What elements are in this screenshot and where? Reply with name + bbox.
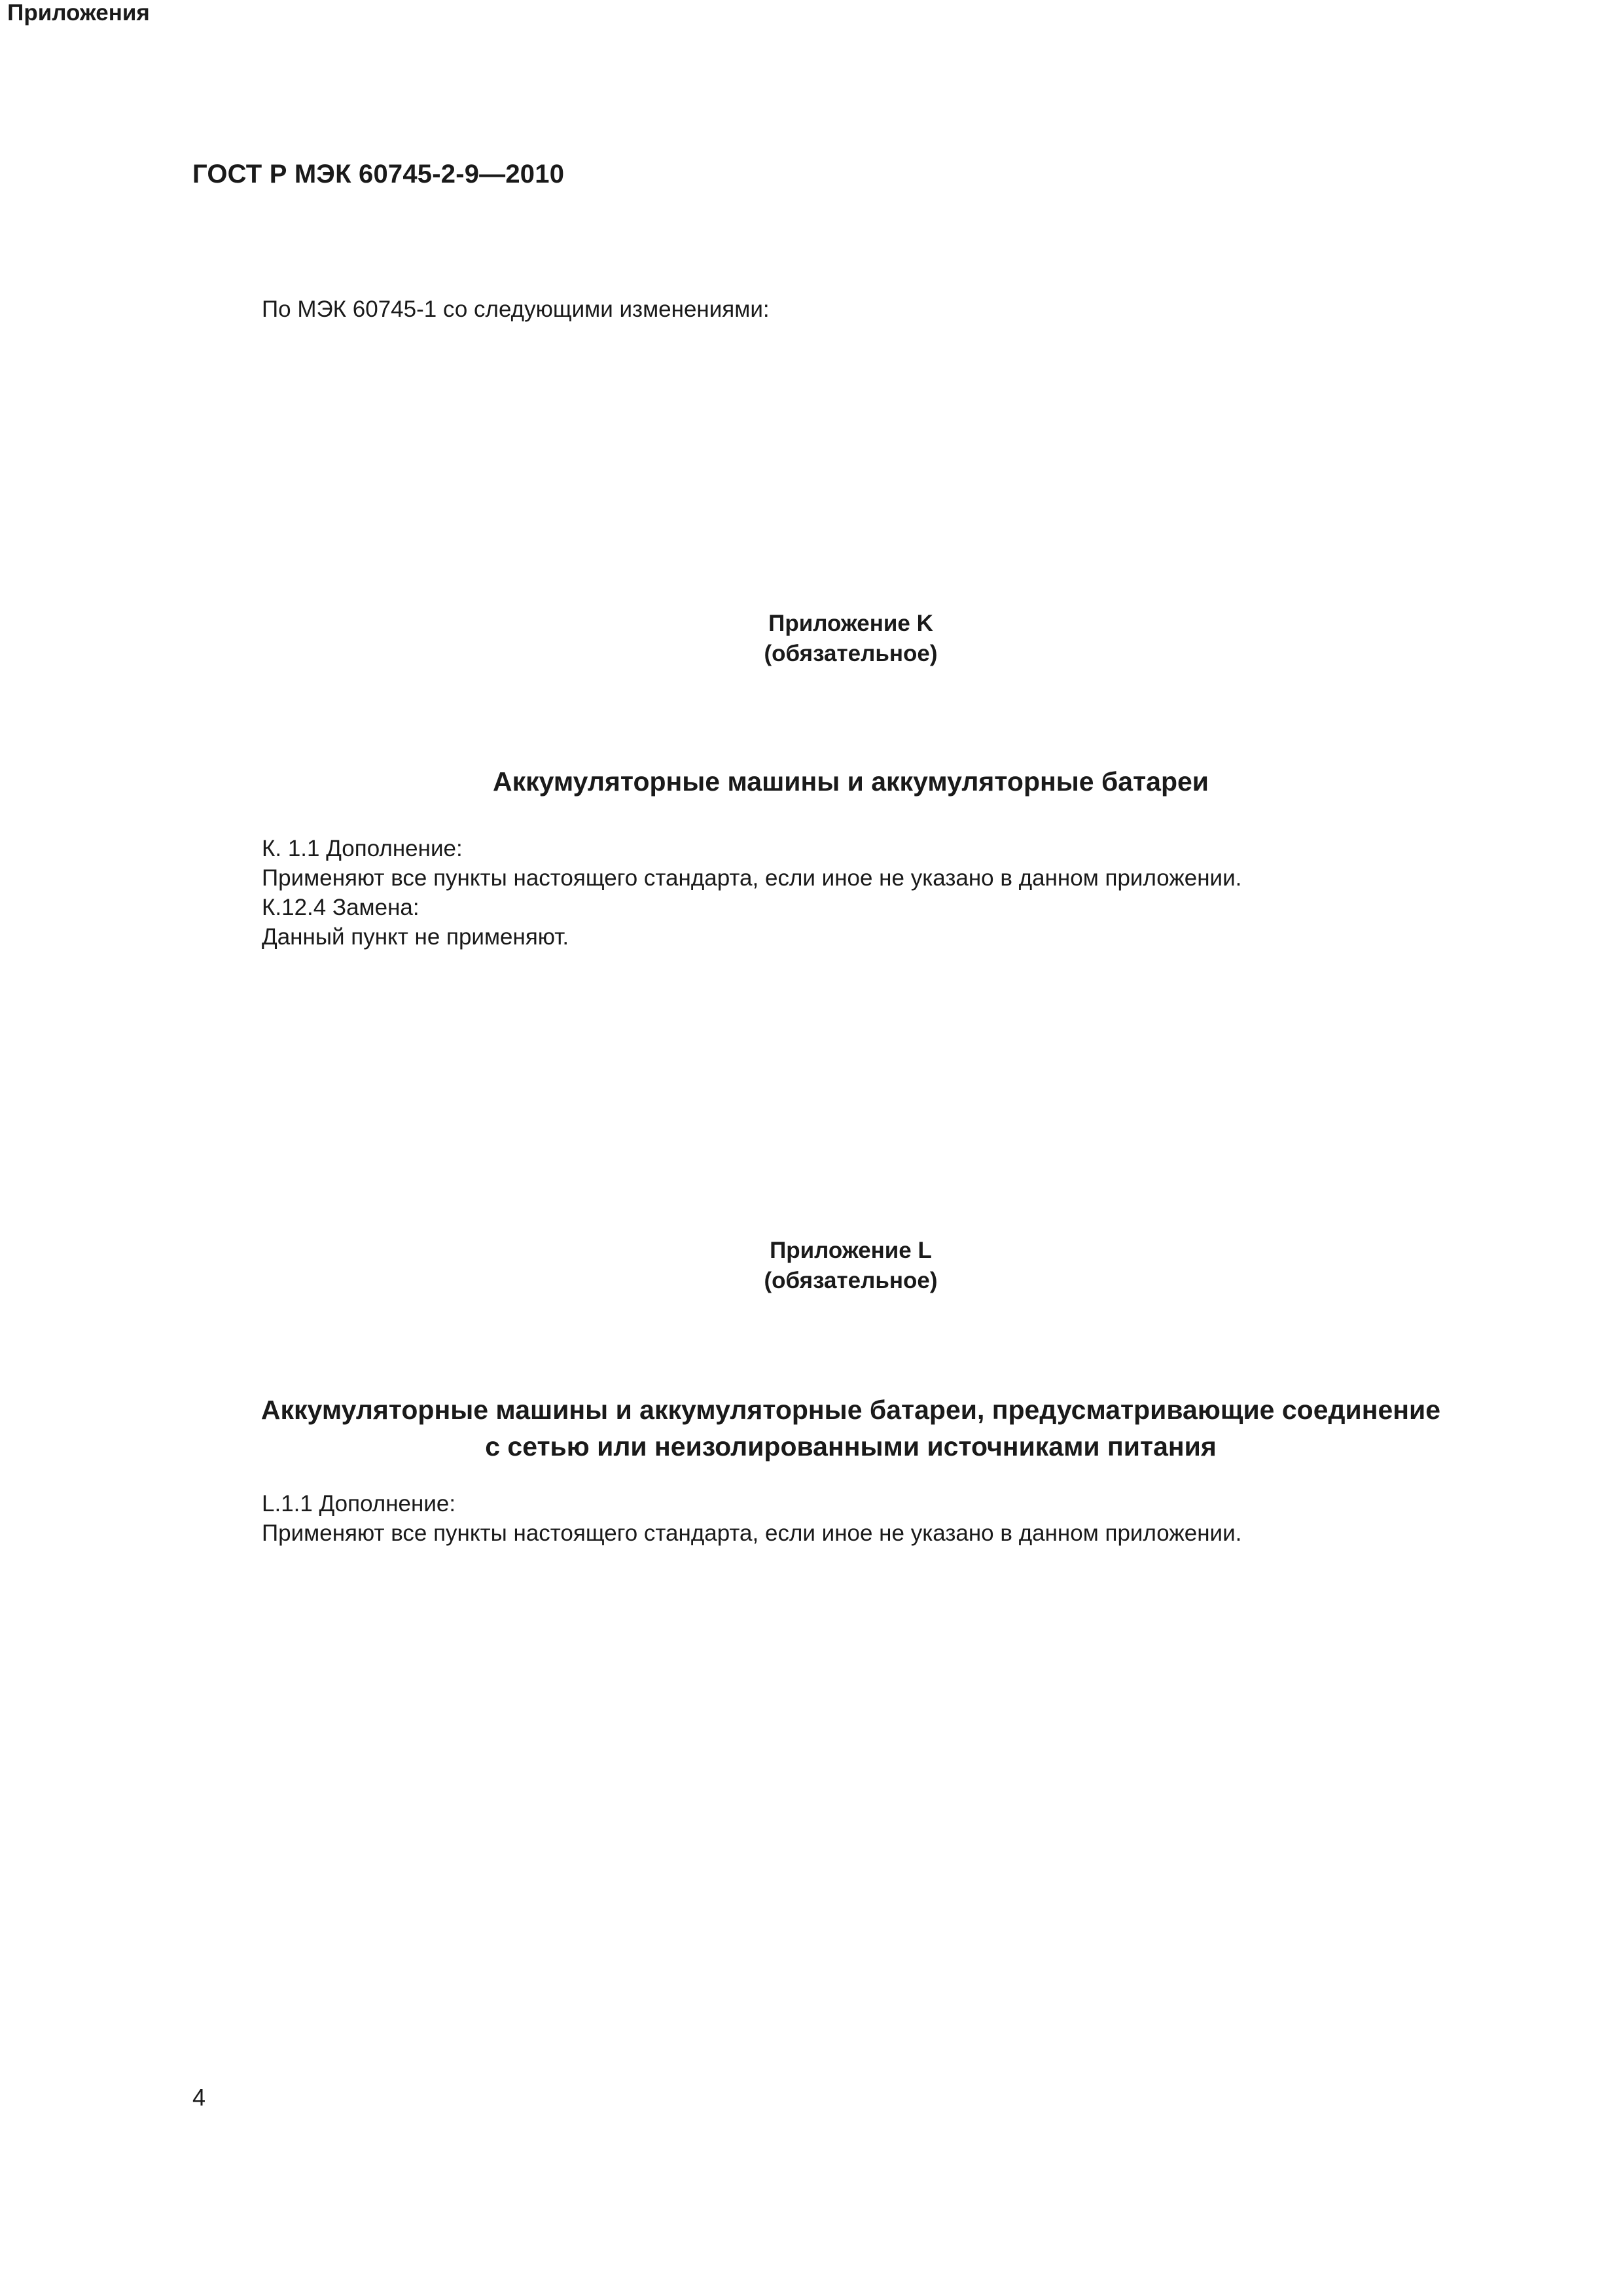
annex-k-status: (обязательное) bbox=[764, 641, 938, 666]
annex-k-label: Приложение K bbox=[768, 611, 933, 636]
annex-k-clause-1-1: К. 1.1 Дополнение: bbox=[262, 836, 463, 861]
document-header: ГОСТ Р МЭК 60745-2-9—2010 bbox=[192, 160, 565, 188]
annex-l-body bbox=[262, 1489, 1241, 1548]
annex-k-clause-12-4: К.12.4 Замена: bbox=[262, 895, 419, 920]
annex-l-title-line-1: Аккумуляторные машины и аккумуляторные батареи, предусматривающие соединение bbox=[260, 1395, 1441, 1425]
annex-l-clause-1-1-text: Применяют все пункты настоящего стандарта, если иное не указано в данном приложении. bbox=[262, 1520, 1242, 1546]
annex-l-status: (обязательное) bbox=[764, 1268, 938, 1293]
annex-l-label: Приложение L bbox=[770, 1238, 932, 1263]
annex-k-clause-1-1-text: Применяют все пункты настоящего стандарта, если иное не указано в данном приложении. bbox=[262, 865, 1242, 891]
appendices-heading: Приложения bbox=[7, 0, 150, 26]
annex-k-body bbox=[262, 834, 1241, 952]
appendices-intro: По МЭК 60745-1 со следующими изменениями: bbox=[262, 296, 770, 322]
annex-k-heading bbox=[707, 609, 995, 669]
annex-l-heading bbox=[707, 1236, 995, 1296]
annex-k-clause-12-4-text: Данный пункт не применяют. bbox=[262, 924, 569, 950]
annex-l-title bbox=[196, 1391, 1505, 1465]
annex-l-clause-1-1: L.1.1 Дополнение: bbox=[262, 1491, 456, 1516]
annex-l-title-line-2: с сетью или неизолированными источниками питания bbox=[485, 1431, 1217, 1462]
page-number: 4 bbox=[192, 2084, 206, 2111]
annex-k-title: Аккумуляторные машины и аккумуляторные батареи bbox=[492, 766, 1209, 797]
